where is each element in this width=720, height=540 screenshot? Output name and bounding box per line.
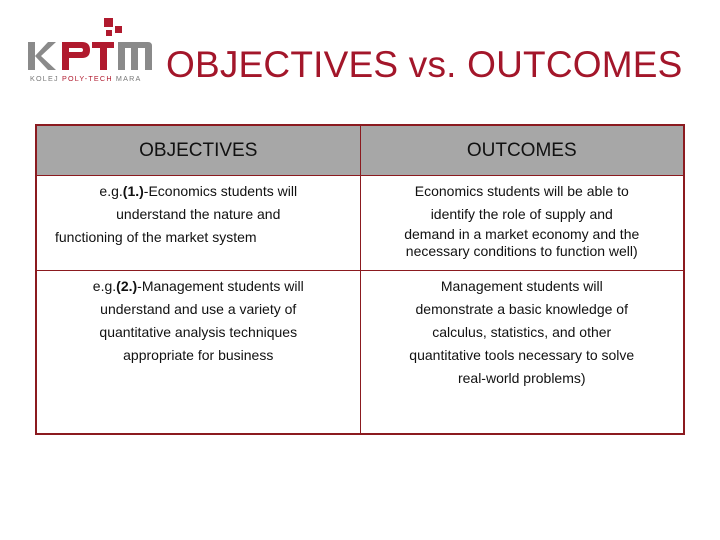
outcome-line: Economics students will be able to [414,183,629,199]
objective-line: e.g.(1.)-Economics students will [99,183,298,199]
objective-line: quantitative analysis techniques [99,324,298,340]
outcome-line: identify the role of supply and [430,206,613,222]
slide-title: OBJECTIVES vs. OUTCOMES [166,44,683,85]
table-header-row [37,126,683,176]
outcome-cell [360,271,683,434]
outcome-cell [360,176,683,271]
outcome-line: calculus, statistics, and other [432,324,612,340]
objective-line: understand the nature and [116,206,281,222]
table-row [37,271,683,434]
kptm-logo-icon [26,18,154,74]
table-row [37,176,683,271]
outcome-line: necessary conditions to function well) [405,243,638,259]
outcomes-header: OUTCOMES [360,126,683,176]
objective-cell [37,271,360,434]
objectives-header: OBJECTIVES [37,126,360,176]
college-logo [26,18,154,88]
objective-line: understand and use a variety of [100,301,297,317]
objectives-outcomes-table [35,124,685,435]
outcome-line: demonstrate a basic knowledge of [415,301,628,317]
objective-line: functioning of the market system [55,229,257,245]
objective-cell [37,176,360,271]
outcome-line: quantitative tools necessary to solve [409,347,635,363]
objective-line: appropriate for business [123,347,274,363]
objective-line: e.g.(2.)-Management students will [92,278,304,294]
outcome-line: Management students will [440,278,603,294]
logo-subtitle: KOLEJ POLY-TECH MARA [30,74,142,83]
outcome-line: demand in a market economy and the [404,226,640,242]
outcome-line: real-world problems) [457,370,586,386]
